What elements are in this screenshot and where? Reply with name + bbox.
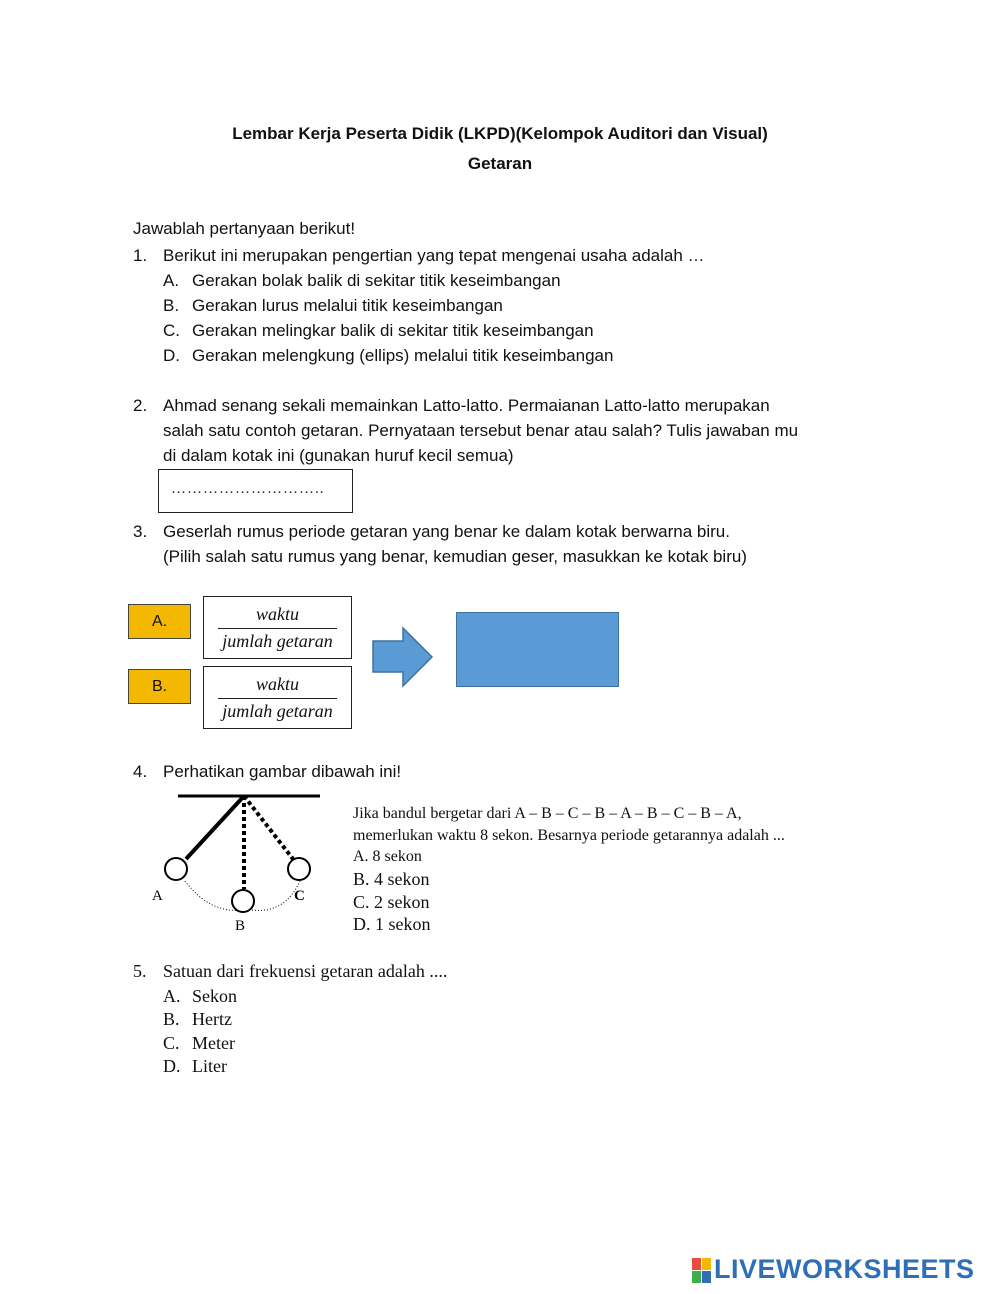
- q5-option-text: Hertz: [192, 1009, 232, 1029]
- formula-denominator: jumlah getaran: [218, 628, 337, 652]
- q2-answer-placeholder: ………………………..: [171, 481, 325, 497]
- q2-text-line: di dalam kotak ini (gunakan huruf kecil semua): [163, 446, 514, 465]
- pendulum-bob-b: [232, 890, 254, 912]
- q5-option-text: Liter: [192, 1056, 227, 1076]
- formula-numerator: waktu: [256, 603, 299, 624]
- q2-text-line: salah satu contoh getaran. Pernyataan tersebut benar atau salah? Tulis jawaban mu: [163, 421, 799, 440]
- q2-answer-input[interactable]: [158, 469, 353, 513]
- q3-option-b-label[interactable]: B.: [128, 669, 191, 704]
- q1-option-text: Gerakan lurus melalui titik keseimbangan: [192, 296, 503, 315]
- pendulum-diagram: [140, 788, 340, 938]
- q3-formula-b[interactable]: [203, 666, 352, 729]
- formula-denominator: jumlah getaran: [218, 698, 337, 722]
- q1-option-letter: B.: [163, 296, 180, 315]
- label-a: A: [152, 888, 163, 904]
- q1-option-letter: C.: [163, 321, 180, 340]
- q5-option-letter: D.: [163, 1056, 181, 1076]
- pendulum-string-a: [186, 796, 244, 859]
- q1-option-letter: D.: [163, 346, 180, 365]
- q1-option-text: Gerakan melingkar balik di sekitar titik keseimbangan: [192, 321, 594, 340]
- q4-text: Perhatikan gambar dibawah ini!: [163, 762, 402, 781]
- swing-path-right: [252, 881, 300, 910]
- q1-text: Berikut ini merupakan pengertian yang tepat mengenai usaha adalah …: [163, 246, 705, 265]
- q2-number: 2.: [133, 396, 148, 415]
- q3-number: 3.: [133, 522, 148, 541]
- q4-description-line: Jika bandul bergetar dari A – B – C – B – A – B – C – B – A,: [353, 805, 742, 822]
- pendulum-string-c: [244, 796, 293, 859]
- q3-option-a-label[interactable]: A.: [128, 604, 191, 639]
- logo-mark-icon: [692, 1258, 712, 1284]
- q4-option: A. 8 sekon: [353, 848, 422, 865]
- q5-text: Satuan dari frekuensi getaran adalah ....: [163, 961, 448, 981]
- q4-option: D. 1 sekon: [353, 914, 431, 934]
- page-subtitle: Getaran: [467, 154, 533, 173]
- q3-drop-zone[interactable]: [456, 612, 619, 687]
- q5-option-letter: C.: [163, 1033, 180, 1053]
- q5-option-letter: B.: [163, 1009, 180, 1029]
- pendulum-bob-c: [288, 858, 310, 880]
- logo-text: LIVEWORKSHEETS: [714, 1254, 975, 1284]
- q5-option-letter: A.: [163, 986, 181, 1006]
- q4-option: C. 2 sekon: [353, 892, 430, 912]
- q4-number: 4.: [133, 762, 148, 781]
- q3-text-line: (Pilih salah satu rumus yang benar, kemudian geser, masukkan ke kotak biru): [163, 547, 747, 566]
- q5-number: 5.: [133, 961, 147, 981]
- label-b: B: [235, 918, 246, 934]
- label-c: C: [294, 888, 305, 904]
- q1-number: 1.: [133, 246, 148, 265]
- q5-option-text: Sekon: [192, 986, 237, 1006]
- q5-option-text: Meter: [192, 1033, 235, 1053]
- q1-option-text: Gerakan bolak balik di sekitar titik keseimbangan: [192, 271, 561, 290]
- instruction: Jawablah pertanyaan berikut!: [133, 219, 356, 238]
- q1-option-text: Gerakan melengkung (ellips) melalui titik keseimbangan: [192, 346, 614, 365]
- q3-formula-a[interactable]: [203, 596, 352, 659]
- pendulum-bob-a: [165, 858, 187, 880]
- q2-text-line: Ahmad senang sekali memainkan Latto-latto. Permaianan Latto-latto merupakan: [163, 396, 770, 415]
- q4-description-line: memerlukan waktu 8 sekon. Besarnya periode getarannya adalah ...: [353, 827, 785, 844]
- q1-option-letter: A.: [163, 271, 180, 290]
- arrow-right-icon: [370, 626, 436, 690]
- q3-text-line: Geserlah rumus periode getaran yang benar ke dalam kotak berwarna biru.: [163, 522, 730, 541]
- formula-numerator: waktu: [256, 673, 299, 694]
- liveworksheets-logo: [692, 1254, 992, 1288]
- q4-option: B. 4 sekon: [353, 869, 430, 889]
- page-title: Lembar Kerja Peserta Didik (LKPD)(Kelompok Auditori dan Visual): [232, 124, 768, 143]
